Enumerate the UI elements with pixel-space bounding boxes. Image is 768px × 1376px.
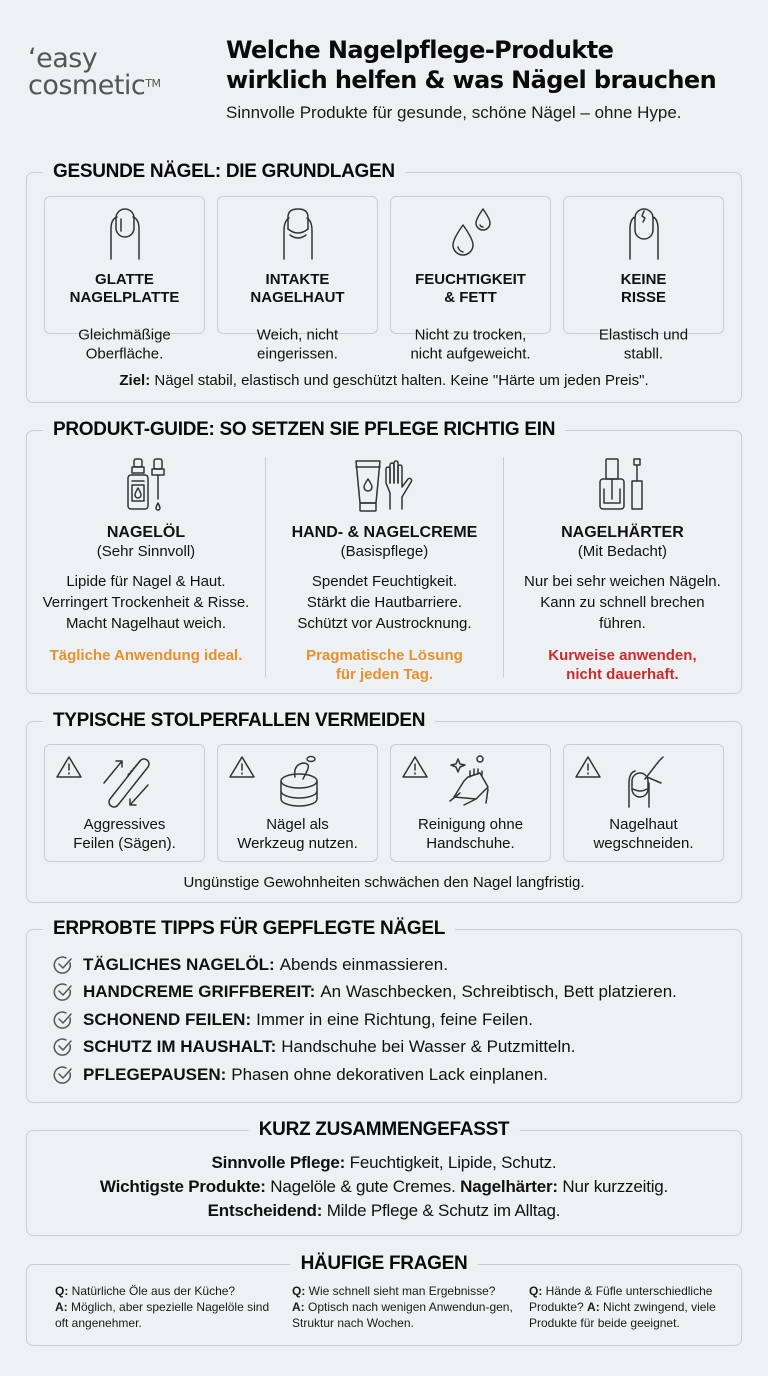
pitfalls-footer: Ungünstige Gewohnheiten schwächen den Nagel langfristig.: [183, 874, 585, 891]
goal-statement: Ziel: Nägel stabil, elastisch und geschützt halten. Keine "Härte um jeden Preis".: [119, 372, 649, 389]
page-header: [0, 0, 768, 150]
basics-card: INTAKTE NAGELHAUT Weich, nicht eingerissen.: [217, 196, 378, 334]
product-column: NAGELHÄRTER (Mit Bedacht) Nur bei sehr weichen Nägeln. Kann zu schnell brechen führen. Kurweise anwenden, nicht dauerhaft.: [503, 457, 741, 677]
summary-section: [26, 1119, 742, 1236]
product-column: HAND- & NAGELCREME (Basispflege) Spendet Feuchtigkeit. Stärkt die Hautbarriere. Schützt vor Austrocknung. Pragmatische Lösung für jeden Tag.: [265, 457, 503, 677]
product-column: NAGELÖL (Sehr Sinnvoll) Lipide für Nagel & Haut. Verringert Trockenheit & Risse. Macht Nagelhaut weich. Tägliche Anwendung ideal.: [27, 457, 265, 677]
basics-card: GLATTE NAGELPLATTE Gleichmäßige Oberfläche.: [44, 196, 205, 334]
warning-icon: [55, 755, 83, 779]
summary-text: Sinnvolle Pflege: Feuchtigkeit, Lipide, Schutz. Wichtigste Produkte: Nagelöle & gute Cremes. Nagelhärter: Nur kurzzeitig. Entscheidend: Milde Pflege & Schutz im Alltag.: [99, 1153, 669, 1220]
section-title: TYPISCHE STOLPERFALLEN VERMEIDEN: [43, 709, 435, 733]
nail-polish-bottle-icon: [594, 457, 650, 515]
product-guide-section: [26, 419, 742, 694]
check-circle-icon: [53, 1010, 73, 1030]
section-title: GESUNDE NÄGEL: DIE GRUNDLAGEN: [43, 160, 405, 184]
smooth-nail-icon: [105, 205, 145, 261]
section-title: HÄUFIGE FRAGEN: [291, 1252, 478, 1276]
check-circle-icon: [53, 955, 73, 975]
warning-icon: [228, 755, 256, 779]
page-subtitle: Sinnvolle Produkte für gesunde, schöne Nägel – ohne Hype.: [226, 103, 682, 122]
faq-item: Q: Hände & Füfle unterschiedliche Produkte? A: Nicht zwingend, viele Produkte für beide geeignet.: [529, 1284, 716, 1330]
page-title: Welche Nagelpflege-Produkte wirklich helfen & was Nägel brauchen: [226, 36, 717, 94]
check-circle-icon: [53, 982, 73, 1002]
cream-tube-hand-icon: [352, 457, 416, 515]
tips-section: [26, 918, 742, 1103]
nail-file-icon: [100, 753, 154, 809]
cuticle-cutting-icon: [619, 753, 673, 809]
tip-item: SCHUTZ IM HAUSHALT: Handschuhe bei Wasser & Putzmitteln.: [53, 1034, 677, 1062]
warning-icon: [574, 755, 602, 779]
pitfall-card: Nägel als Werkzeug nutzen.: [217, 744, 378, 862]
tip-item: SCHONEND FEILEN: Immer in eine Richtung, feine Feilen.: [53, 1006, 677, 1034]
pitfall-card: Aggressives Feilen (Sägen).: [44, 744, 205, 862]
brand-logo: ‘easy cosmetic™: [28, 43, 161, 101]
tip-item: TÄGLICHES NAGELÖL: Abends einmassieren.: [53, 951, 677, 979]
section-title: PRODUKT-GUIDE: SO SETZEN SIE PFLEGE RICHTIG EIN: [43, 418, 565, 442]
basics-card: KEINE RISSE Elastisch und stabll.: [563, 196, 724, 334]
tin-can-icon: [273, 753, 327, 809]
warning-icon: [401, 755, 429, 779]
tip-item: PFLEGEPAUSEN: Phasen ohne dekorativen Lack einplanen.: [53, 1061, 677, 1089]
basics-card: FEUCHTIGKEIT & FETT Nicht zu trocken, nicht aufgeweicht.: [390, 196, 551, 334]
pitfall-card: Nagelhaut wegschneiden.: [563, 744, 724, 862]
pitfall-card: Reinigung ohne Handschuhe.: [390, 744, 551, 862]
pitfalls-section: [26, 710, 742, 903]
tip-item: HANDCREME GRIFFBEREIT: An Waschbecken, Schreibtisch, Bett platzieren.: [53, 979, 677, 1007]
check-circle-icon: [53, 1065, 73, 1085]
faq-item: Q: Wie schnell sieht man Ergebnisse? A: Optisch nach wenigen Anwendun-gen, Struktur nach Wochen.: [292, 1284, 513, 1330]
section-title: ERPROBTE TIPPS FÜR GEPFLEGTE NÄGEL: [43, 917, 455, 941]
cracked-nail-icon: [624, 205, 664, 261]
check-circle-icon: [53, 1037, 73, 1057]
cleaning-hands-icon: [446, 753, 500, 809]
oil-bottle-dropper-icon: [118, 457, 174, 515]
basics-section: [26, 161, 742, 403]
faq-item: Q: Natürliche Öle aus der Küche? A: Möglich, aber spezielle Nagelöle sind oft angenehmer.: [55, 1284, 270, 1330]
faq-section: [26, 1253, 742, 1346]
section-title: KURZ ZUSAMMENGEFASST: [249, 1118, 520, 1142]
droplets-icon: [443, 205, 499, 261]
cuticle-nail-icon: [278, 205, 318, 261]
